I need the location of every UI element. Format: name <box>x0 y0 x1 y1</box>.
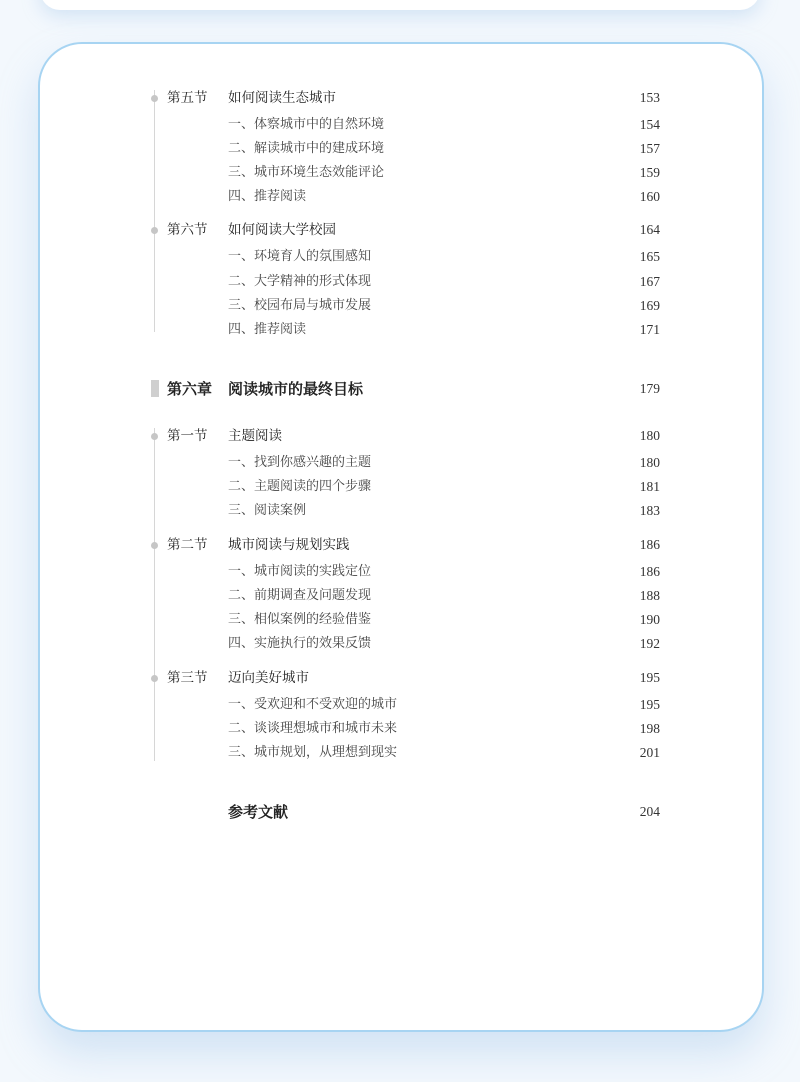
toc-item-row[interactable] <box>0 137 800 161</box>
toc-item-row[interactable] <box>0 475 800 499</box>
item-title: 二、解读城市中的建成环境 <box>228 141 385 156</box>
toc-section-row[interactable] <box>0 424 800 448</box>
page-number: 153 <box>639 90 660 105</box>
toc-chapter-row[interactable] <box>0 377 800 401</box>
page-number: 190 <box>639 612 660 627</box>
item-title: 一、找到你感兴趣的主题 <box>228 455 372 470</box>
toc-item-row[interactable] <box>0 560 800 584</box>
page-number: 186 <box>639 537 660 552</box>
item-title: 二、谈谈理想城市和城市未来 <box>228 721 398 736</box>
toc-item-row[interactable] <box>0 185 800 209</box>
chapter-title: 阅读城市的最终目标 <box>228 380 364 398</box>
item-title: 二、大学精神的形式体现 <box>228 274 372 289</box>
references-title: 参考文献 <box>228 803 289 821</box>
toc-item-row[interactable] <box>0 113 800 137</box>
toc-item-row[interactable] <box>0 499 800 523</box>
page-number: 160 <box>639 189 660 204</box>
toc-section-row[interactable] <box>0 533 800 557</box>
toc-item-row[interactable] <box>0 584 800 608</box>
section-label: 第二节 <box>167 537 208 553</box>
item-title: 一、受欢迎和不受欢迎的城市 <box>228 697 398 712</box>
page-number: 192 <box>639 636 660 651</box>
page-number: 157 <box>639 141 660 156</box>
page-number: 165 <box>639 249 660 264</box>
toc-item-row[interactable] <box>0 451 800 475</box>
section-label: 第五节 <box>167 90 208 106</box>
section-title: 城市阅读与规划实践 <box>228 537 350 553</box>
page-number: 171 <box>639 322 660 337</box>
item-title: 三、城市环境生态效能评论 <box>228 165 385 180</box>
section-label: 第六节 <box>167 222 208 238</box>
section-title: 如何阅读生态城市 <box>228 90 336 106</box>
page-number: 179 <box>639 381 660 396</box>
item-title: 二、前期调查及问题发现 <box>228 588 372 603</box>
item-title: 三、校园布局与城市发展 <box>228 298 372 313</box>
toc-item-row[interactable] <box>0 741 800 765</box>
item-title: 四、推荐阅读 <box>228 322 307 337</box>
item-title: 一、城市阅读的实践定位 <box>228 564 372 579</box>
page-number: 183 <box>639 503 660 518</box>
page-number: 186 <box>639 564 660 579</box>
page-number: 159 <box>639 165 660 180</box>
item-title: 一、体察城市中的自然环境 <box>228 117 385 132</box>
section-label: 第一节 <box>167 428 208 444</box>
section-title: 迈向美好城市 <box>228 670 309 686</box>
toc-section-row[interactable] <box>0 218 800 242</box>
page-number: 180 <box>639 455 660 470</box>
page-number: 167 <box>639 274 660 289</box>
toc-item-row[interactable] <box>0 161 800 185</box>
page-number: 188 <box>639 588 660 603</box>
item-title: 三、城市规划，从理想到现实 <box>228 745 398 760</box>
page-number: 195 <box>639 670 660 685</box>
section-title: 如何阅读大学校园 <box>228 222 336 238</box>
toc-section-row[interactable] <box>0 666 800 690</box>
page-number: 169 <box>639 298 660 313</box>
toc-item-row[interactable] <box>0 608 800 632</box>
item-title: 四、推荐阅读 <box>228 189 307 204</box>
toc-item-row[interactable] <box>0 294 800 318</box>
page-number: 198 <box>639 721 660 736</box>
item-title: 三、阅读案例 <box>228 503 307 518</box>
page-number: 180 <box>639 428 660 443</box>
section-title: 主题阅读 <box>228 428 282 444</box>
toc-section-row[interactable] <box>0 86 800 110</box>
page-number: 164 <box>639 222 660 237</box>
item-title: 二、主题阅读的四个步骤 <box>228 479 372 494</box>
item-title: 三、相似案例的经验借鉴 <box>228 612 372 627</box>
toc-references-row[interactable] <box>0 800 800 824</box>
toc-item-row[interactable] <box>0 632 800 656</box>
item-title: 四、实施执行的效果反馈 <box>228 636 372 651</box>
toc-item-row[interactable] <box>0 245 800 269</box>
toc-item-row[interactable] <box>0 693 800 717</box>
item-title: 一、环境育人的氛围感知 <box>228 249 372 264</box>
toc-item-row[interactable] <box>0 318 800 342</box>
page-number: 154 <box>639 117 660 132</box>
toc-item-row[interactable] <box>0 270 800 294</box>
page-number: 195 <box>639 697 660 712</box>
page-number: 204 <box>639 804 660 819</box>
page-number: 181 <box>639 479 660 494</box>
section-label: 第三节 <box>167 670 208 686</box>
page-number: 201 <box>639 745 660 760</box>
toc-item-row[interactable] <box>0 717 800 741</box>
chapter-label: 第六章 <box>167 380 213 398</box>
